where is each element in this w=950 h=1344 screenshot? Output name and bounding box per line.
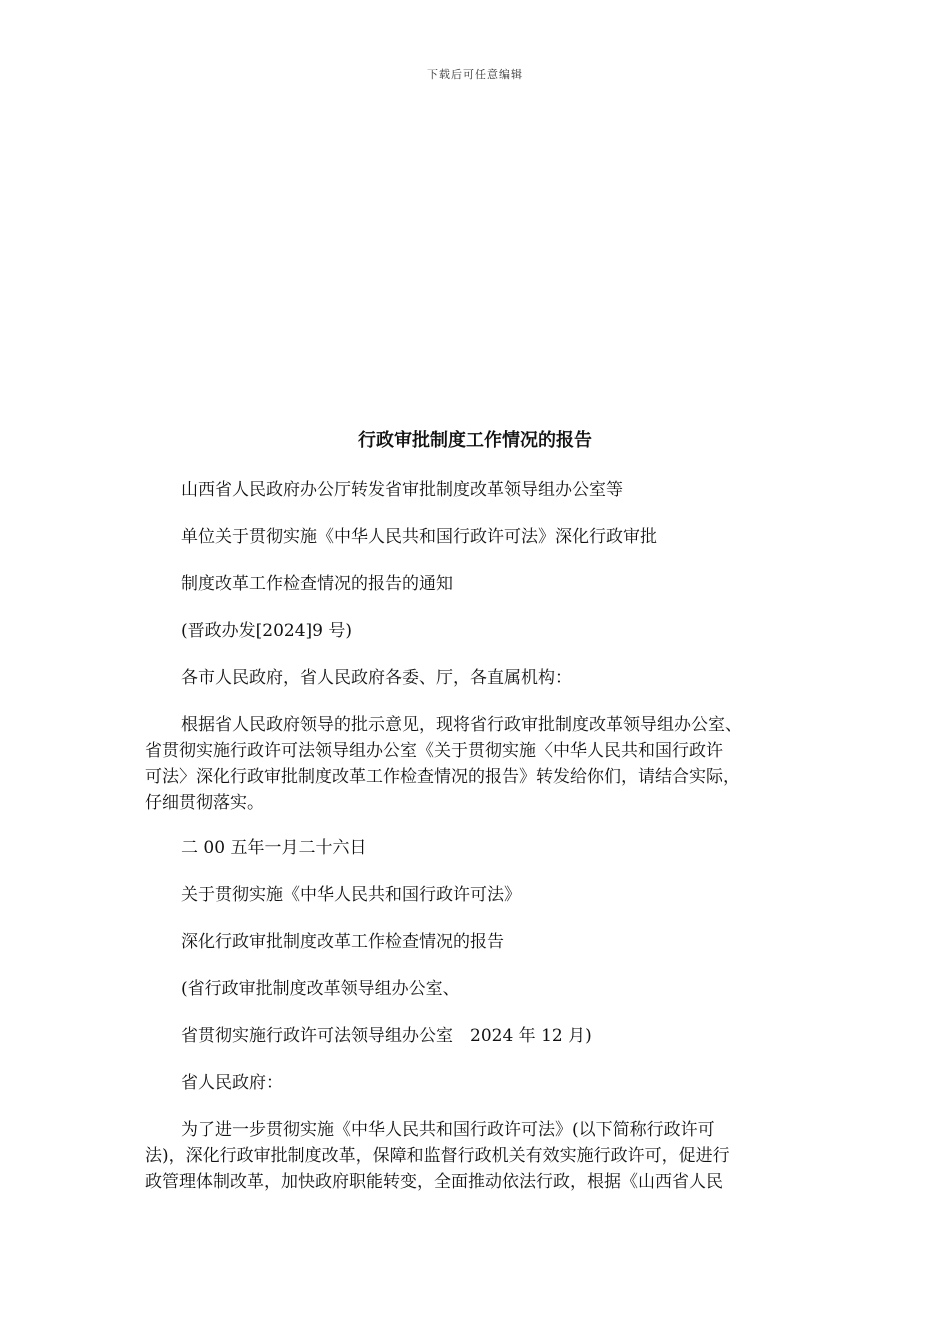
doc-number: (晋政办发[2024]9 号) <box>181 621 353 641</box>
report-source-line-2: 省贯彻实施行政许可法领导组办公室 2024 年 12 月) <box>181 1026 592 1046</box>
notice-title-line-3: 制度改革工作检查情况的报告的通知 <box>181 574 453 594</box>
body-paragraph: 根据省人民政府领导的批示意见，现将省行政审批制度改革领导组办公室、 省贯彻实施行政许可法领导组办公室《关于贯彻实施〈中华人民共和国行政许 可法〉深化行政审批制度改革工作检查情况的报告》转发给你们，请结合实际， 仔细贯彻落实。 <box>145 715 742 813</box>
report-title-line-1: 关于贯彻实施《中华人民共和国行政许可法》 <box>181 885 521 905</box>
report-title-line-2: 深化行政审批制度改革工作检查情况的报告 <box>181 932 504 952</box>
addressee: 各市人民政府，省人民政府各委、厅，各直属机构： <box>181 668 572 688</box>
notice-title-line-1: 山西省人民政府办公厅转发省审批制度改革领导组办公室等 <box>181 480 623 500</box>
notice-date: 二 00 五年一月二十六日 <box>181 838 367 858</box>
report-source-line-1: (省行政审批制度改革领导组办公室、 <box>181 979 460 999</box>
document-body <box>145 428 805 1214</box>
document-title: 行政审批制度工作情况的报告 <box>358 430 592 451</box>
header-note: 下载后可任意编辑 <box>427 68 523 81</box>
report-paragraph: 为了进一步贯彻实施《中华人民共和国行政许可法》(以下简称行政许可 法)，深化行政审批制度改革，保障和监督行政机关有效实施行政许可，促进行 政管理体制改革，加快政府职能转变，全面推动依法行政，根据《山西省人民 <box>145 1120 730 1192</box>
report-addressee: 省人民政府： <box>181 1073 283 1093</box>
notice-title-line-2: 单位关于贯彻实施《中华人民共和国行政许可法》深化行政审批 <box>181 527 657 547</box>
